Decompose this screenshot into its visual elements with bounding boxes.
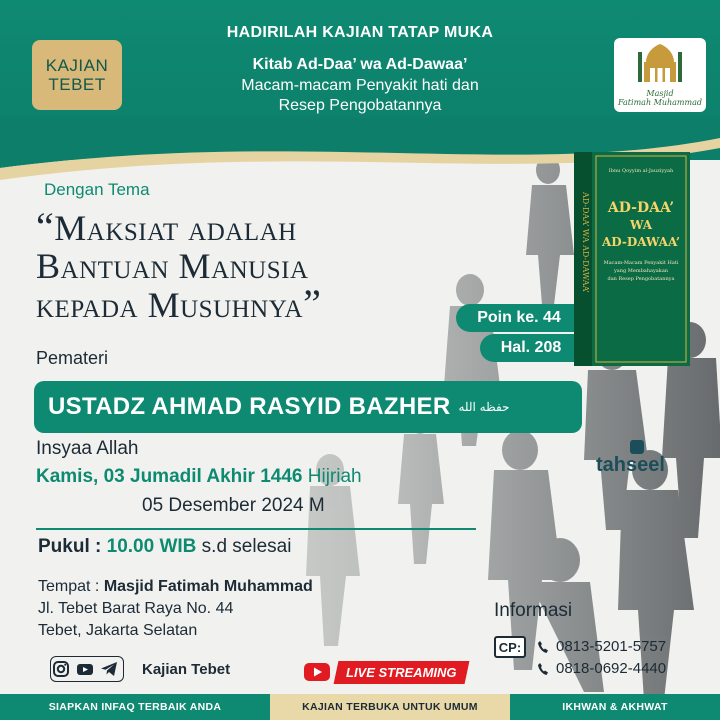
bottom-seg-infaq: SIAPKAN INFAQ TERBAIK ANDA xyxy=(0,694,270,720)
book-subtitle3: dan Resep Pengobatannya xyxy=(607,276,675,282)
book-spine-text: AD-DAA’ WA AD-DAWAA’ xyxy=(581,192,590,293)
header-text xyxy=(150,24,570,116)
cp-label: CP : xyxy=(494,636,526,658)
contact-box xyxy=(494,634,694,684)
hijri-date xyxy=(36,466,362,488)
venue xyxy=(38,576,313,642)
tahseel-wordmark: tahseel xyxy=(596,454,665,476)
masjid-logo-line2: Fatimah Muhammad xyxy=(618,98,702,107)
speaker-name: USTADZ AHMAD RASYID BAZHER xyxy=(48,393,451,420)
live-streaming[interactable] xyxy=(304,660,467,684)
info-heading: Informasi xyxy=(494,600,573,621)
book-cover xyxy=(574,152,690,366)
time-line xyxy=(38,536,291,558)
phone-icon xyxy=(538,641,548,653)
speaker-label: Pemateri xyxy=(36,348,109,368)
time-value: 10.00 WIB xyxy=(106,536,197,557)
masehi-date: 05 Desember 2024 M xyxy=(142,495,325,516)
tahseel-logo xyxy=(596,440,686,484)
book-title3: AD-DAWAA’ xyxy=(601,235,681,249)
book-title2: WA xyxy=(629,218,653,232)
instagram-icon[interactable] xyxy=(52,660,70,678)
time-label: Pukul : xyxy=(38,536,102,557)
logo-kajian-line2: TEBET xyxy=(48,75,106,94)
venue-label: Tempat : xyxy=(38,578,100,595)
bottom-seg-audience: IKHWAN & AKHWAT xyxy=(510,694,720,720)
social-name: Kajian Tebet xyxy=(142,660,231,678)
kitab-desc-line1: Macam-macam Penyakit hati dan xyxy=(241,77,479,94)
poin-badge: Poin ke. 44 xyxy=(456,304,582,332)
phone-1-number: 0813-5201-5757 xyxy=(556,638,667,655)
time-suffix: s.d selesai xyxy=(201,536,292,557)
kitab-desc-line2: Resep Pengobatannya xyxy=(278,97,442,114)
phone-1[interactable] xyxy=(538,638,666,655)
bottom-bar xyxy=(0,694,720,720)
book-subtitle1: Macam-Macam Penyakit Hati xyxy=(603,260,679,266)
phone-icon xyxy=(538,663,548,675)
book-subtitle2: yang Membahayakan xyxy=(613,268,669,274)
tahseel-icon xyxy=(630,440,644,454)
theme-line2: Bantuan Manusia xyxy=(36,246,309,286)
divider xyxy=(36,528,476,530)
masjid-logo-line1: Masjid xyxy=(646,89,674,98)
book-author: Ibnu Qoyyim al-Jauziyyah xyxy=(608,168,674,174)
theme-line3: kepada Musuhnya xyxy=(36,285,304,325)
book-title1: AD-DAA’ xyxy=(607,200,675,216)
phone-2-number: 0818-0692-4440 xyxy=(556,660,667,677)
halaman-badge: Hal. 208 xyxy=(480,334,582,362)
phone-2[interactable] xyxy=(538,660,666,677)
venue-address1: Jl. Tebet Barat Raya No. 44 xyxy=(38,600,234,617)
theme-line1: Maksiat adalah xyxy=(54,208,297,248)
telegram-icon[interactable] xyxy=(100,660,118,678)
kajian-tebet-logo xyxy=(32,40,122,110)
theme-label: Dengan Tema xyxy=(44,180,150,199)
speaker-banner xyxy=(34,381,582,433)
mosque-icon xyxy=(636,42,684,86)
theme-title xyxy=(36,204,456,326)
venue-address2: Tebet, Jakarta Selatan xyxy=(38,622,198,639)
youtube-icon xyxy=(304,663,330,681)
youtube-icon[interactable] xyxy=(76,660,94,678)
open-quote: “ xyxy=(36,204,55,249)
speaker-honorific: حفظه الله xyxy=(458,400,510,414)
masjid-logo xyxy=(614,38,706,112)
close-quote: ” xyxy=(303,281,322,326)
hijri-suffix: Hijriah xyxy=(307,466,362,487)
live-label: LIVE STREAMING xyxy=(346,664,457,680)
cp-label-text: CP xyxy=(498,639,517,655)
venue-name: Masjid Fatimah Muhammad xyxy=(103,578,313,595)
bottom-seg-open: KAJIAN TERBUKA UNTUK UMUM xyxy=(270,694,510,720)
invite-heading: HADIRILAH KAJIAN TATAP MUKA xyxy=(226,24,494,41)
logo-kajian-line1: KAJIAN xyxy=(45,56,109,75)
hijri-date-main: Kamis, 03 Jumadil Akhir 1446 xyxy=(36,466,303,487)
kitab-title: Kitab Ad-Daa’ wa Ad-Dawaa’ xyxy=(252,56,468,73)
social-row xyxy=(52,660,230,678)
insya-allah: Insyaa Allah xyxy=(36,438,139,459)
live-badge xyxy=(334,661,469,684)
